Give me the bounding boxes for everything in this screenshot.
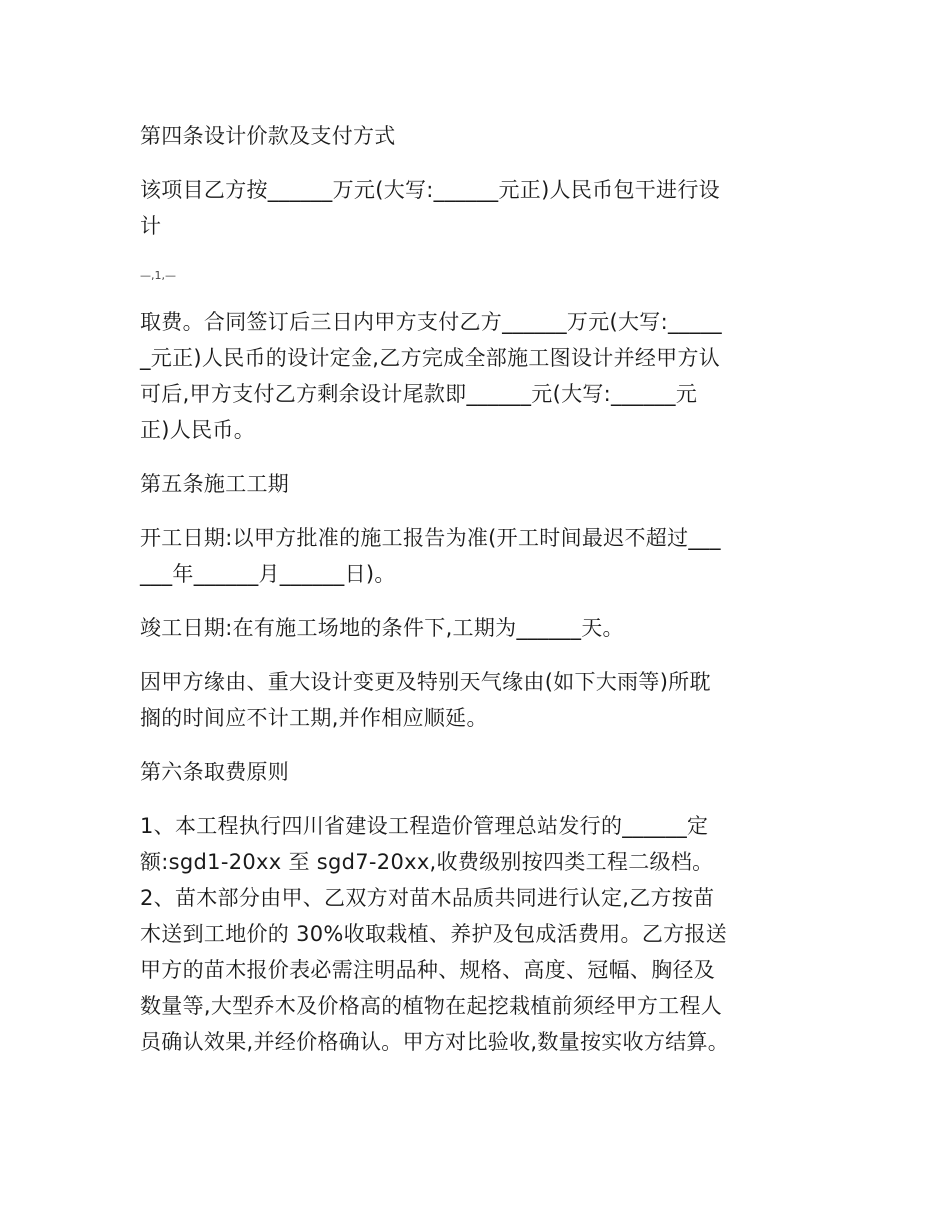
text-line: 可后,甲方支付乙方剩余设计尾款即______元(大写:______元 bbox=[140, 382, 698, 406]
article-5-start-date bbox=[140, 520, 810, 592]
article-4-paragraph-2 bbox=[140, 304, 810, 448]
article-6-heading: 第六条取费原则 bbox=[140, 760, 290, 784]
text-line: 额:sgd1-20xx 至 sgd7-20xx,收费级别按四类工程二级档。 bbox=[140, 850, 714, 874]
page-number-marker: —,1,— bbox=[140, 269, 176, 282]
text-line: 该项目乙方按______万元(大写:______元正)人民币包干进行设 bbox=[140, 178, 720, 202]
article-6-items bbox=[140, 808, 810, 1060]
article-5-end-date bbox=[140, 610, 810, 646]
article-5-delay-clause bbox=[140, 664, 810, 736]
document-page bbox=[140, 118, 810, 1060]
text-line: _元正)人民币的设计定金,乙方完成全部施工图设计并经甲方认 bbox=[140, 346, 721, 370]
text-line: 取费。合同签订后三日内甲方支付乙方______万元(大写:_____ bbox=[140, 310, 722, 334]
text-line: 甲方的苗木报价表必需注明品种、规格、高度、冠幅、胸径及 bbox=[140, 958, 716, 982]
article-4-paragraph-1 bbox=[140, 172, 810, 244]
text-line: 木送到工地价的 30%收取栽植、养护及包成活费用。乙方报送 bbox=[140, 922, 728, 946]
text-line: 计 bbox=[140, 214, 162, 238]
text-line: 数量等,大型乔木及价格高的植物在起挖栽植前须经甲方工程人 bbox=[140, 994, 723, 1018]
text-line: 1、本工程执行四川省建设工程造价管理总站发行的______定 bbox=[140, 814, 709, 838]
text-line: 开工日期:以甲方批准的施工报告为准(开工时间最迟不超过___ bbox=[140, 526, 721, 550]
text-line: 搁的时间应不计工期,并作相应顺延。 bbox=[140, 706, 488, 730]
article-4-heading: 第四条设计价款及支付方式 bbox=[140, 124, 396, 148]
article-5-heading: 第五条施工工期 bbox=[140, 472, 290, 496]
text-line: 因甲方缘由、重大设计变更及特别天气缘由(如下大雨等)所耽 bbox=[140, 670, 711, 694]
text-line: 2、苗木部分由甲、乙双方对苗木品质共同进行认定,乙方按苗 bbox=[140, 886, 715, 910]
text-line: ___年______月______日)。 bbox=[140, 562, 396, 586]
text-line: 员确认效果,并经价格确认。甲方对比验收,数量按实收方结算。 bbox=[140, 1030, 730, 1054]
text-line: 正)人民币。 bbox=[140, 418, 255, 442]
text-line: 竣工日期:在有施工场地的条件下,工期为______天。 bbox=[140, 616, 624, 640]
